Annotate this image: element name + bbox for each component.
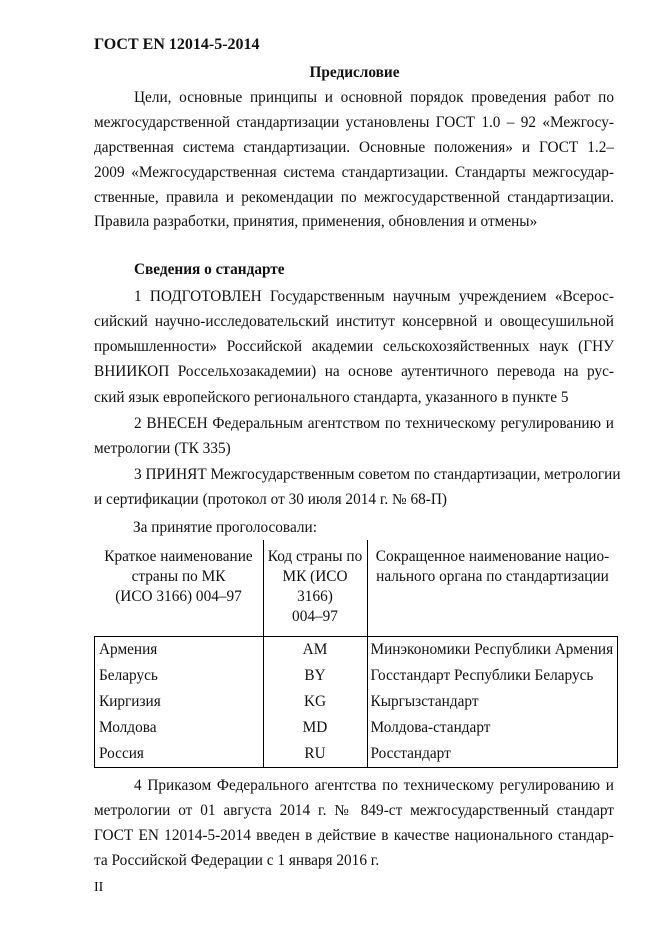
text-line: ГОСТ EN 12014-5-2014 введен в действие в качестве национального стандар-	[94, 827, 614, 844]
country-cell: Беларусь	[95, 663, 264, 689]
table-row	[95, 741, 618, 768]
text-line: ВНИИКОП Россельхозакадемии) на основе аутентичного перевода на рус-	[94, 363, 614, 380]
text-line: межгосударственной стандартизации установлены ГОСТ 1.0 – 92 «Межгосу-	[94, 114, 614, 131]
text-line: Правила разработки, принятия, применения, обновления и отмены»	[94, 213, 538, 230]
country-cell: Киргизия	[95, 689, 264, 715]
header-national-body: Сокращенное наименование нацио- нального органа по стандартизации	[367, 540, 618, 637]
text-line: дарственная система стандартизации. Основные положения» и ГОСТ 1.2–	[94, 139, 614, 156]
text-line: промышленности» Российской академии сельскохозяйственных наук (ГНУ	[94, 338, 614, 355]
text-line: метрологии от 01 августа 2014 г. № 849-ст межгосударственный стандарт	[94, 802, 614, 819]
text-line: ственные, правила и рекомендации по межгосударственной стандартизации.	[94, 189, 614, 206]
header-code: Код страны по МК (ИСО 3166) 004–97	[263, 540, 367, 637]
text-line: ский язык европейского регионального стандарта, указанного в пункте 5	[94, 389, 569, 406]
text-line: 2009 «Межгосударственная система стандартизации. Стандарты межгосудар-	[94, 164, 614, 181]
table-row	[95, 715, 618, 741]
table-row	[95, 637, 618, 664]
text-line: метрологии (ТК 335)	[94, 440, 231, 457]
text-line: 4 Приказом Федерального агентства по техническому регулированию и	[134, 777, 614, 794]
text-line: 2 ВНЕСЕН Федеральным агентством по техническому регулированию и	[134, 415, 614, 432]
header-country: Краткое наименование страны по МК (ИСО 3166) 004–97	[95, 540, 264, 637]
country-cell: Армения	[95, 637, 264, 664]
info-section-title: Сведения о стандарте	[134, 261, 285, 278]
foreword-title: Предисловие	[309, 64, 400, 81]
national-body-cell: Молдова-стандарт	[367, 715, 618, 741]
text-line: 1 ПОДГОТОВЛЕН Государственным научным учреждением «Всерос-	[134, 288, 614, 305]
national-body-cell: Минэкономики Республики Армения	[367, 637, 618, 664]
text-line: 3 ПРИНЯТ Межгосударственным советом по стандартизации, метрологии	[134, 466, 621, 483]
country-cell: Россия	[95, 741, 264, 768]
page-number: II	[94, 880, 104, 895]
national-body-cell: Росстандарт	[367, 741, 618, 768]
code-cell: BY	[263, 663, 367, 689]
code-cell: AM	[263, 637, 367, 664]
table-row	[95, 689, 618, 715]
text-line: и сертификации (протокол от 30 июля 2014 г. № 68-П)	[94, 491, 448, 508]
text-line: сийский научно-исследовательский институт консервной и овощесушильной	[94, 313, 614, 330]
code-cell: MD	[263, 715, 367, 741]
table-header-row	[95, 540, 618, 637]
voting-table	[94, 540, 618, 768]
country-cell: Молдова	[95, 715, 264, 741]
code-cell: RU	[263, 741, 367, 768]
document-code: ГОСТ EN 12014-5-2014	[94, 36, 260, 53]
table-row	[95, 663, 618, 689]
text-line: Цели, основные принципы и основной порядок проведения работ по	[134, 89, 614, 106]
national-body-cell: Кыргызстандарт	[367, 689, 618, 715]
text-line: та Российской Федерации с 1 января 2016 г.	[94, 852, 380, 869]
vote-label: За принятие проголосовали:	[133, 519, 317, 536]
national-body-cell: Госстандарт Республики Беларусь	[367, 663, 618, 689]
code-cell: KG	[263, 689, 367, 715]
